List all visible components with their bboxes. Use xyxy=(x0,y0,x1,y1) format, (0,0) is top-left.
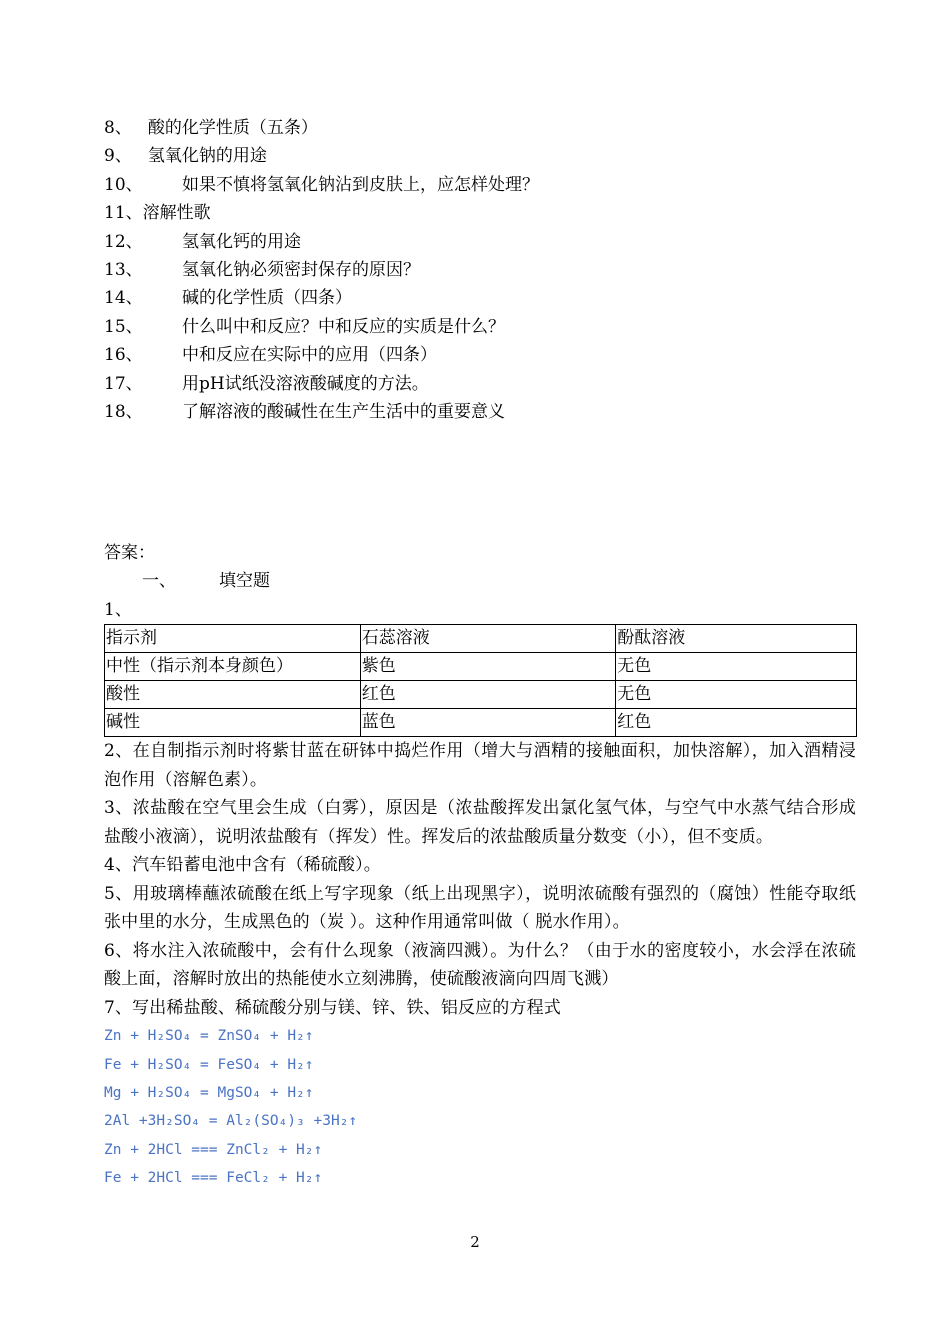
table-row xyxy=(105,653,857,681)
question-text: 中和反应在实际中的应用（四条） xyxy=(182,345,437,366)
question-list xyxy=(104,114,864,426)
question-item xyxy=(104,256,864,284)
chemical-equation: Fe + 2HCl === FeCl₂ + H₂↑ xyxy=(104,1170,323,1187)
answers-section xyxy=(104,539,856,1193)
question-number: 8、 xyxy=(104,118,132,138)
question-number: 11、 xyxy=(104,203,143,224)
table-row xyxy=(105,681,857,709)
table-cell: 蓝色 xyxy=(360,709,616,737)
question-item xyxy=(104,398,864,426)
answers-heading: 答案： xyxy=(104,543,155,563)
question-number: 14、 xyxy=(104,288,143,309)
question-number: 13、 xyxy=(104,259,143,280)
question-number: 17、 xyxy=(104,373,143,394)
question-number: 9、 xyxy=(104,146,132,167)
question-text: 溶解性歌 xyxy=(142,203,211,224)
table-header-cell: 酚酞溶液 xyxy=(616,625,857,653)
table-header-row xyxy=(105,625,857,653)
indicator-table xyxy=(104,624,857,737)
question-number: 18、 xyxy=(104,401,143,422)
chemical-equation: Zn + H₂SO₄ = ZnSO₄ + H₂↑ xyxy=(104,1028,314,1045)
question-item xyxy=(104,370,864,398)
question-item xyxy=(104,284,864,312)
question-text: 如果不慎将氢氧化钠沾到皮肤上，应怎样处理？ xyxy=(182,174,539,195)
table-header-cell: 指示剂 xyxy=(105,625,361,653)
page-number: 2 xyxy=(470,1233,480,1251)
question-number: 15、 xyxy=(104,316,143,337)
table-cell: 红色 xyxy=(360,681,616,709)
table-cell: 无色 xyxy=(616,681,857,709)
question-item xyxy=(104,313,864,341)
question-item xyxy=(104,171,864,199)
question-item xyxy=(104,142,864,170)
question-text: 用pH试纸没溶液酸碱度的方法。 xyxy=(182,373,429,394)
question-text: 碱的化学性质（四条） xyxy=(182,288,352,309)
table-cell: 中性（指示剂本身颜色） xyxy=(105,653,361,681)
chemical-equation: Fe + H₂SO₄ = FeSO₄ + H₂↑ xyxy=(104,1056,314,1073)
question-number: 12、 xyxy=(104,231,143,252)
chemical-equation: 2Al +3H₂SO₄ = Al₂(SO₄)₃ +3H₂↑ xyxy=(104,1113,358,1130)
chemical-equation: Zn + 2HCl === ZnCl₂ + H₂↑ xyxy=(104,1141,323,1158)
question-item xyxy=(104,114,864,142)
question-number: 10、 xyxy=(104,174,143,195)
chemical-equation: Mg + H₂SO₄ = MgSO₄ + H₂↑ xyxy=(104,1084,314,1101)
table-cell: 碱性 xyxy=(105,709,361,737)
question-item xyxy=(104,228,864,256)
table-cell: 紫色 xyxy=(360,653,616,681)
section-title-text: 填空题 xyxy=(219,571,270,592)
question-item xyxy=(104,341,864,369)
question-text: 了解溶液的酸碱性在生产生活中的重要意义 xyxy=(182,401,505,422)
section-number: 一、 xyxy=(142,571,176,592)
question-text: 氢氧化钠的用途 xyxy=(147,146,267,167)
question-text: 氢氧化钠必须密封保存的原因？ xyxy=(182,259,420,280)
question-text: 什么叫中和反应？中和反应的实质是什么？ xyxy=(182,316,505,337)
answer-paragraph: 6、将水注入浓硫酸中，会有什么现象（液滴四溅）。为什么？（由于水的密度较小，水会浮在浓硫酸上面，溶解时放出的热能使水立刻沸腾，使硫酸液滴向四周飞溅） xyxy=(104,940,856,990)
question-item xyxy=(104,199,864,227)
table-cell: 无色 xyxy=(616,653,857,681)
table-header-cell: 石蕊溶液 xyxy=(360,625,616,653)
answer-1-label: 1、 xyxy=(104,599,132,620)
section-title xyxy=(104,567,856,595)
answer-paragraph: 2、在自制指示剂时将紫甘蓝在研钵中捣烂作用（增大与酒精的接触面积，加快溶解），加入酒精浸泡作用（溶解色素）。 xyxy=(104,741,856,790)
question-number: 16、 xyxy=(104,345,143,366)
answer-paragraph: 5、用玻璃棒蘸浓硫酸在纸上写字现象（纸上出现黑字），说明浓硫酸有强烈的（腐蚀）性能夺取纸张中里的水分，生成黑色的（炭 ）。这种作用通常叫做（ 脱水作用）。 xyxy=(104,883,856,933)
table-row xyxy=(105,709,857,737)
question-text: 酸的化学性质（五条） xyxy=(147,118,318,138)
answer-paragraph: 4、汽车铅蓄电池中含有（稀硫酸）。 xyxy=(104,855,381,876)
table-cell: 红色 xyxy=(616,709,857,737)
table-cell: 酸性 xyxy=(105,681,361,709)
answer-paragraph: 7、写出稀盐酸、稀硫酸分别与镁、锌、铁、铝反应的方程式 xyxy=(104,997,561,1018)
question-text: 氢氧化钙的用途 xyxy=(182,231,301,252)
answer-paragraph: 3、浓盐酸在空气里会生成（白雾），原因是（浓盐酸挥发出氯化氢气体，与空气中水蒸气结合形成盐酸小液滴），说明浓盐酸有（挥发）性。挥发后的浓盐酸质量分数变（小），但不变质。 xyxy=(104,798,856,847)
